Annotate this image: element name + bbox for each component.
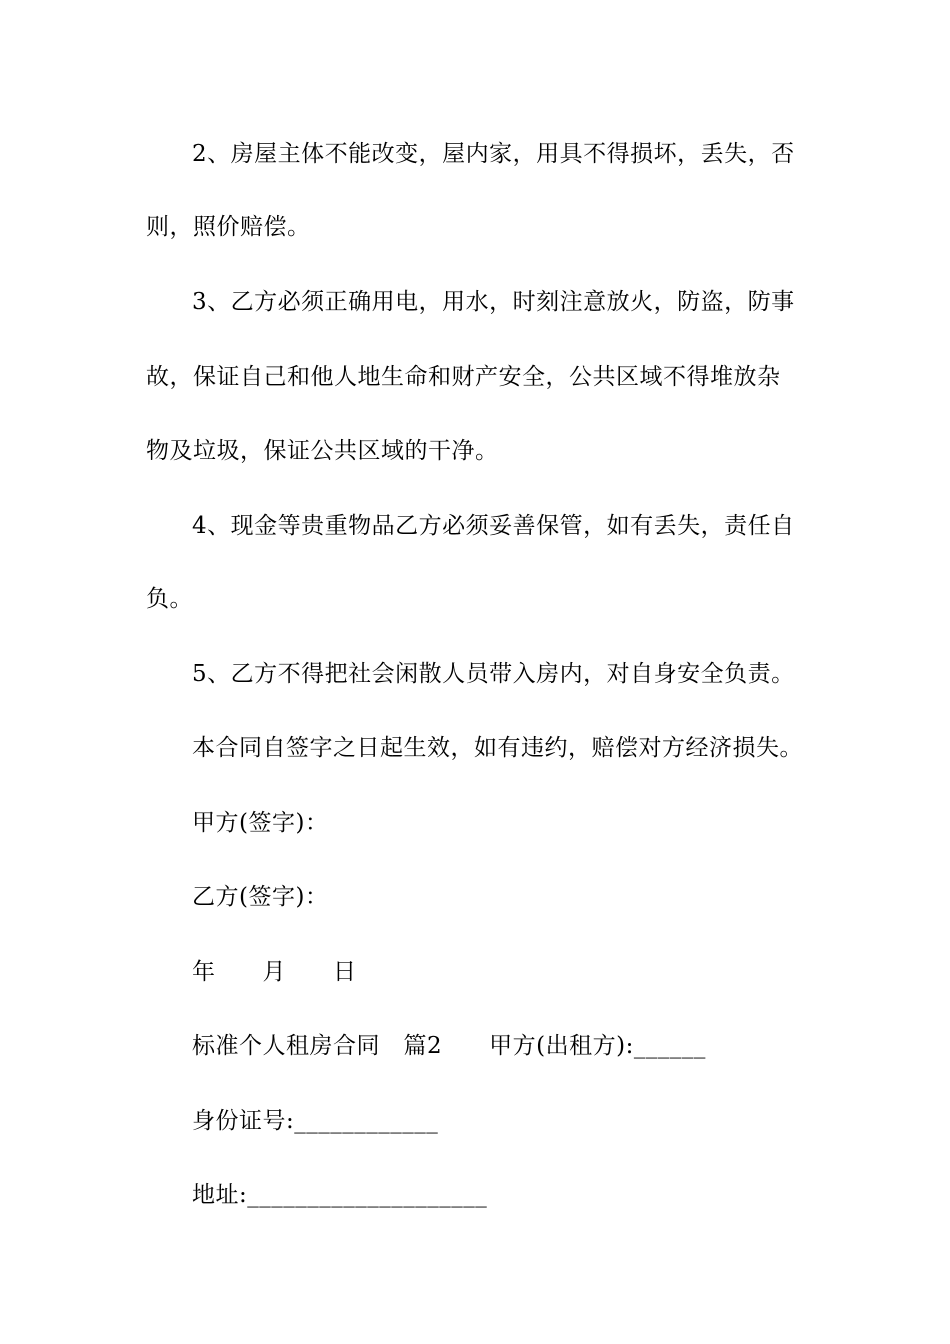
party-b-signature: 乙方(签字)：: [192, 884, 329, 910]
date-line: 年 月 日: [192, 959, 357, 985]
address-field: 地址:____________________: [192, 1182, 488, 1208]
effective-clause: 本合同自签字之日起生效，如有违约，赔偿对方经济损失。: [192, 735, 803, 761]
clause-4-line-2: 负。: [146, 586, 193, 612]
clause-5-line-1: 5、乙方不得把社会闲散人员带入房内，对自身安全负责。: [192, 661, 795, 687]
clause-3-line-1: 3、乙方必须正确用电，用水，时刻注意放火，防盗，防事: [192, 289, 795, 315]
id-number-field: 身份证号:____________: [192, 1108, 439, 1134]
clause-2-line-1: 2、房屋主体不能改变，屋内家，用具不得损坏，丢失，否: [192, 141, 795, 167]
clause-3-line-2: 故，保证自己和他人地生命和财产安全，公共区域不得堆放杂: [146, 364, 781, 390]
contract-2-heading: 标准个人租房合同 篇2 甲方(出租方):______: [192, 1033, 706, 1059]
clause-2-line-2: 则，照价赔偿。: [146, 214, 311, 240]
clause-3-line-3: 物及垃圾，保证公共区域的干净。: [146, 438, 499, 464]
clause-4-line-1: 4、现金等贵重物品乙方必须妥善保管，如有丢失，责任自: [192, 513, 795, 539]
party-a-signature: 甲方(签字)：: [192, 810, 329, 836]
